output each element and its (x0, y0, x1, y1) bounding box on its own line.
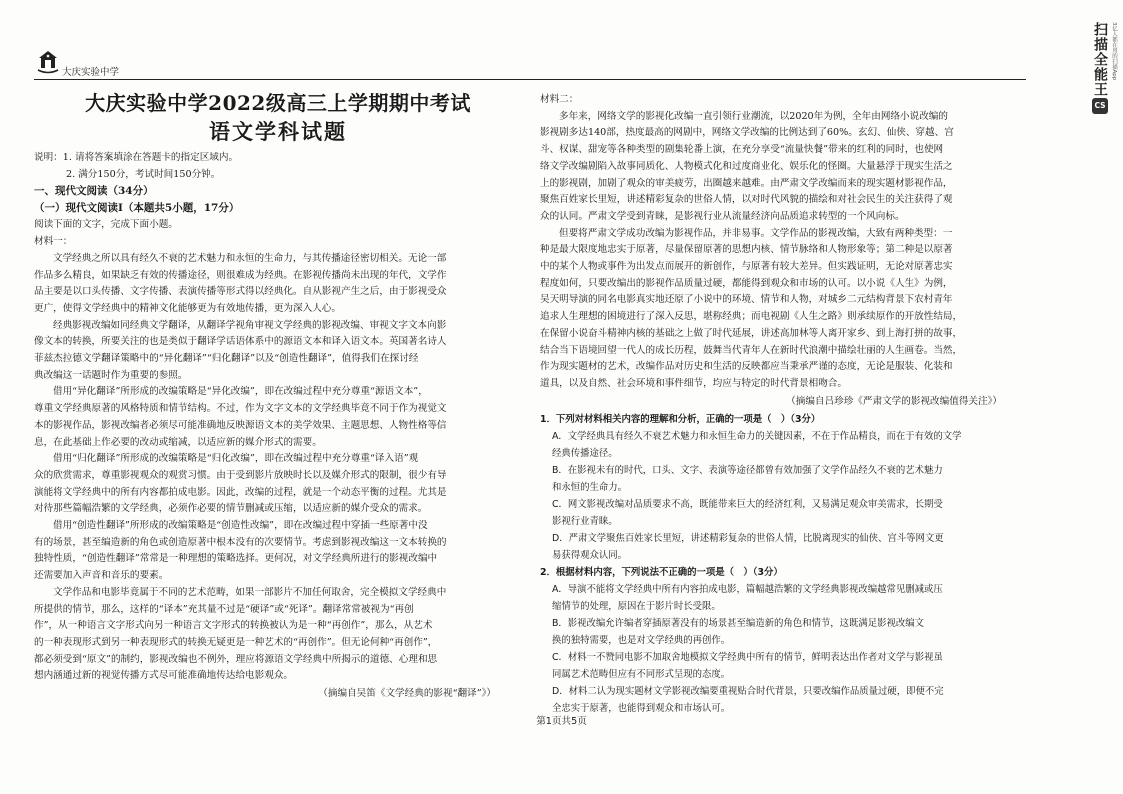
text-line: 上的影视剧，加剧了观众的审美疲劳，出圈越来越难。由严肃文学改编而来的现实题材影视作品， (540, 177, 953, 189)
question-line: B．在影视未有的时代，口头、文字、表演等途径都曾有效加强了文学作品经久不衰的艺术魅力 (552, 464, 943, 476)
text-line: 有的场景，甚至编造新的角色或创造原著中根本没有的次要情节。考虑到影视改编这一文本转换的 (34, 536, 447, 548)
text-line: 独特性质，“创造性翻译”常常是一种理想的策略选择。更何况，对文学经典所进行的影视改编中 (34, 553, 438, 565)
text-line: 中的某个人物或事件为出发点而展开的新创作，与原著有较大差异。但实践证明，无论对原著忠实 (540, 261, 953, 273)
text-line: 众的认同。严肃文学受到青睐，是影视行业从流量经济向品质追求转型的一个风向标。 (540, 210, 905, 222)
text-line: 像文本的转换，所要关注的也是类似于翻译学话语体系中的源语文本和译入语文本。英国著名诗人 (34, 336, 447, 348)
question-line: 和永恒的生命力。 (552, 481, 628, 493)
text-line: 典改编这一话题时作为重要的参照。 (34, 369, 188, 381)
question-line: 易获得观众认同。 (552, 549, 628, 561)
text-line: （一）现代文阅读Ⅰ（本题共5小题，17分） (34, 202, 240, 215)
question-line: 经典传播途径。 (552, 447, 618, 459)
text-line: 材料一： (34, 236, 73, 248)
question-line: 1．下列对材料相关内容的理解和分析，正确的一项是（ ）（3分） (540, 413, 821, 425)
question-line: A．文学经典具有经久不衰艺术魅力和永恒生命力的关键因素，不在于作品精良，而在于有效的文学 (552, 430, 962, 442)
text-line: 菲兹杰拉德文学翻译策略中的“异化翻译”“归化翻译”以及“创造性翻译”，值得我们在探讨经 (34, 353, 419, 365)
exam-title: 大庆实验中学2022级高三上学期期中考试 (85, 91, 471, 115)
left-body (34, 150, 522, 685)
text-line: 文学作品和电影毕竟属于不同的艺术范畴，如果一部影片不加任何取舍，完全模拟文学经典中 (53, 586, 447, 598)
text-line: 借用“创造性翻译”所形成的改编策略是“创造性改编”，即在改编过程中穿插一些原著中没 (53, 520, 428, 532)
material-two-source: （摘编自吕珍珍《严肃文学的影视改编值得关注》） (786, 395, 1002, 407)
page-header (34, 44, 1026, 80)
text-line: 2. 满分150分，考试时间150分钟。 (66, 168, 221, 180)
scanner-app-title: 扫描全能王 (1092, 22, 1108, 97)
text-line: 想内涵通过新的视觉传播方式尽可能准确地传达给电影观众。 (34, 670, 294, 682)
header-school-name: 大庆实验中学 (62, 67, 120, 78)
exam-subject: 语文学科试题 (209, 119, 347, 144)
question-line: 换的独特需要，也是对文学经典的再创作。 (552, 634, 731, 646)
material-one-source: （摘编自吴笛《文学经典的影视“翻译”》） (318, 688, 496, 700)
question-line: 2．根据材料内容，下列说法不正确的一项是（ ）（3分） (540, 566, 783, 578)
text-line: 对待那些篇幅浩繁的文学经典，必须作必要的情节删减或压缩，以适应新的媒介受众的需求。 (34, 503, 428, 515)
text-line: 道具，以及自然、社会环境和事件细节，均应与特定的时代背景相吻合。 (540, 377, 847, 389)
text-line: 在保留小说奋斗精神内核的基础之上做了时代延展，讲述高加林等人离开家乡、到上海打拼的故事， (540, 327, 963, 339)
text-line: 种是最大限度地忠实于原著，尽量保留原著的思想内核、情节脉络和人物形象等；第二种是以原著 (540, 244, 953, 256)
scanner-watermark (1080, 8, 1120, 208)
text-line: 经典影视改编如同经典文学翻译，从翻译学视角审视文学经典的影视改编、审视文字文本向影 (53, 319, 447, 331)
question-line: D．严肃文学聚焦百姓家长里短，讲述精彩复杂的世俗人情，比脱离现实的仙侠、宫斗等网文更 (552, 532, 944, 544)
questions (540, 411, 1028, 717)
text-line: 吴天明导演的同名电影真实地还原了小说中的环境、情节和人物，对城乡二元结构背景下农村青年 (540, 294, 953, 306)
text-line: 借用“异化翻译”所形成的改编策略是“异化改编”，即在改编过程中充分尊重“源语文本”， (53, 386, 428, 398)
text-line: 络文学改编剧陷入故事同质化、人物模式化和过度商业化、娱乐化的怪圈。大量悬浮于现实生活之 (540, 160, 953, 172)
text-line: 材料二： (540, 94, 579, 105)
text-line: 品主要是以口头传播、文字传播、表演传播等形式得以经典化。自从影视产生之后，由于影视受众 (34, 286, 447, 298)
right-column (540, 92, 1028, 714)
text-line: 说明：1. 请将答案填涂在答题卡的指定区域内。 (34, 152, 239, 163)
question-line: A．导演不能将文学经典中所有内容拍成电影，篇幅越浩繁的文学经典影视改编越常见删减或压 (552, 583, 943, 595)
text-line: 追求人生理想的困境进行了深入反思，堪称经典；而电视剧《人生之路》则承续原作的开放性结局， (540, 311, 963, 323)
text-line: 借用“归化翻译”所形成的改编策略是“归化改编”，即在改编过程中充分尊重“译入语”观 (53, 453, 419, 465)
text-line: 阅读下面的文字，完成下面小题。 (34, 219, 178, 231)
text-line: 还需要加入声音和音乐的要素。 (34, 570, 169, 582)
text-line: 作品多么精良，如果缺乏有效的传播途径，则很难成为经典。在影视传播尚未出现的年代，文学作 (34, 269, 447, 281)
text-line: 尊重文学经典原著的风格特质和情节结构。不过，作为文字文本的文学经典毕竟不同于作为视觉文 (34, 403, 447, 415)
question-line: 全忠实于原著，也能得到观众和市场认可。 (552, 702, 731, 714)
school-crest-icon (36, 48, 60, 74)
question-line: C．材料一不赞同电影不加取舍地模拟文学经典中所有的情节，鲜明表达出作者对文学与影视虽 (552, 651, 943, 663)
text-line: 更广，使得文学经典中的精神文化能够更为有效地传播，更为深入人心。 (34, 302, 341, 314)
text-line: 息，在此基础上作必要的改动或缩减，以适应新的媒介形式的需要。 (34, 436, 322, 448)
text-line: 本的影视作品，影视改编者必须尽可能准确地反映源语文本的美学效果、主题思想、人物性格等信 (34, 419, 447, 431)
text-line: 但要将严肃文学成功改编为影视作品，并非易事。文学作品的影视改编，大致有两种类型：一 (559, 227, 953, 239)
text-line: 作为现实题材的艺术，改编作品对历史和生活的反映都应当秉承严谨的态度，无论是服装、化装和 (540, 361, 953, 373)
text-line: 影视剧多达140部，热度最高的网剧中，网络文学改编的比例达到了60%。玄幻、仙侠、穿越、宫 (540, 127, 954, 139)
question-line: B．影视改编允许编者穿插原著没有的场景甚至编造新的角色和情节，这既满足影视改编文 (552, 617, 925, 629)
question-line: D．材料二认为现实题材文学影视改编要重视贴合时代背景，只要改编作品质量过硬，即便不完 (552, 685, 944, 697)
text-line: 斗、权谋、甜宠等各种类型的剧集轮番上演，在充分享受“流量快餐”带来的红利的同时，也使网 (540, 144, 944, 156)
question-line: 缩情节的处理，原因在于影片时长受限。 (552, 600, 721, 612)
question-line: C．网文影视改编对品质要求不高，既能带来巨大的经济红利，又易满足观众审美需求，长期受 (552, 498, 943, 510)
text-line: 聚焦百姓家长里短，讲述精彩复杂的世俗人情，以对时代风貌的描绘和对社会民生的关注获得了观 (540, 194, 953, 206)
right-body (540, 92, 1028, 393)
text-line: 文学经典之所以具有经久不衰的艺术魅力和永恒的生命力，与其传播途径密切相关。无论一部 (53, 252, 447, 264)
text-line: 一、现代文阅读（34分） (34, 185, 154, 198)
page-number: 第1页共5页 (536, 716, 587, 727)
text-line: 的一种表现形式到另一种表现形式的转换无疑更是一种艺术的“再创作”。但无论何种“再创作”， (34, 636, 438, 648)
text-line: 演能将文学经典中的所有内容都拍成电影。因此，改编的过程，就是一个动态平衡的过程。尤其是 (34, 486, 447, 498)
text-line: 作”，从一种语言文字形式向另一种语言文字形式的转换被认为是一种“再创作”，那么，从艺术 (34, 620, 433, 632)
question-line: 影视行业青睐。 (552, 515, 618, 527)
text-line: 都必须受到“原文”的制约，影视改编也不例外，理应将源语文学经典中所揭示的道德、心理和思 (34, 653, 438, 665)
scanner-logo-icon: CS (1092, 98, 1108, 114)
text-line: 结合当下语境回望一代人的成长历程，鼓舞当代青年人在新时代浪潮中描绘壮丽的人生画卷。当然， (540, 344, 963, 356)
left-column (34, 90, 522, 760)
text-line: 众的欣赏需求，尊重影视观众的观赏习惯。由于受到影片放映时长以及媒介形式的限制，很少有导 (34, 469, 447, 481)
text-line: 多年来，网络文学的影视化改编一直引领行业潮流，以2020年为例，全年由网络小说改编的 (559, 110, 948, 122)
text-line: 程度如何，只要改编出的影视作品质量过硬，都能得到观众和市场的认可。以小说《人生》为例， (540, 277, 953, 289)
scanner-app-subtitle: 3亿人都在用的扫描App (1111, 22, 1117, 81)
question-line: 同属艺术范畴但应有不同形式呈现的态度。 (552, 668, 731, 680)
text-line: 所提供的情节，那么，这样的“译本”充其量不过是“硬译”或“死译”。翻译常常被视为“再创 (34, 603, 414, 615)
